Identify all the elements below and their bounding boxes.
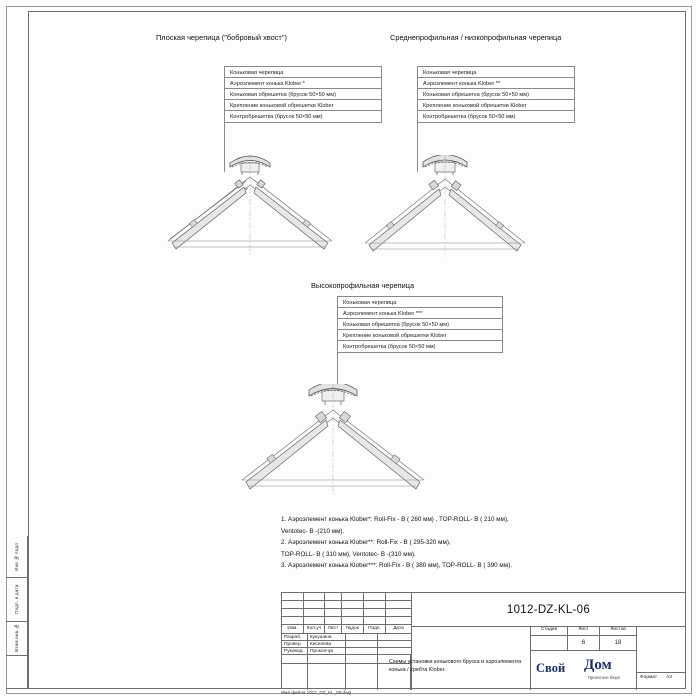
legend-row: Аэроэлемент конька Klober *** [338, 308, 502, 319]
logo-word-svoy: Свой [536, 661, 566, 675]
rev-header-data: Дата [386, 625, 411, 634]
note-line: 1. Аэроэлемент конька Klober*: Roll-Fix - B ( 260 мм) , TOP-ROLL- B ( 210 мм), [281, 516, 509, 523]
rev-grid-cell [386, 617, 411, 625]
rev-grid-cell [386, 593, 411, 601]
logo-tagline: Проектное бюро [588, 675, 621, 680]
rev-grid-cell [364, 617, 386, 625]
stage-header: Стадия [530, 626, 568, 636]
rev-header-podp: Подп. [364, 625, 386, 634]
sheets-header: Листов [600, 626, 636, 636]
sheet-header: Лист [568, 626, 600, 636]
rev-grid-cell [304, 617, 325, 625]
stage-value [530, 636, 568, 651]
role-name-rukovod: Прокопчук [308, 648, 346, 655]
role-sign-extra-1 [346, 655, 378, 664]
note-line: 2. Аэроэлемент конька Klober**: Roll-Fix - B ( 295-320 мм), [281, 539, 451, 546]
note-line: 3. Аэроэлемент конька Klober***: Roll-Fix - B ( 380 мм), TOP-ROLL- B ( 390 мм). [281, 562, 512, 569]
format-value: А3 [666, 675, 672, 680]
rev-header-list: Лист [325, 625, 342, 634]
margin-cell-vzam: Взам.инв.№ [6, 622, 28, 656]
format-label: Формат [640, 675, 658, 680]
rev-grid-cell [325, 601, 342, 609]
role-sign-razrab [346, 634, 378, 641]
document-code: 1012-DZ-KL-06 [506, 604, 591, 616]
rev-grid-cell [325, 617, 342, 625]
role-date-prover [378, 641, 411, 648]
rev-grid-cell [342, 609, 364, 617]
margin-cell-podp: Подп. и дата [6, 578, 28, 622]
title-high-profile: Высокопрофильная черепица [311, 281, 415, 290]
detail-flat-tile-ridge [150, 155, 350, 265]
rev-grid-cell [304, 593, 325, 601]
sheet-name: Схемы установки конькового бруска и аэроэлемента конька / хребта Klober. [389, 659, 522, 674]
rev-grid-cell [304, 601, 325, 609]
sheet-value: 6 [568, 636, 600, 651]
legend-row: Контробрешетка (брусок 50×50 мм) [343, 343, 436, 350]
rev-grid-cell [282, 593, 304, 601]
title-flat-tile: Плоская черепица ("бобровый хвост") [156, 33, 287, 42]
title-block [281, 592, 686, 689]
legend-row: Коньковая черепица [338, 297, 502, 308]
role-label-extra-2 [282, 664, 308, 690]
legend-row: Коньковая черепица [225, 67, 381, 78]
rev-grid-cell [342, 601, 364, 609]
company-logo [532, 651, 636, 690]
legend-row: Аэроэлемент конька Klober ** [418, 78, 574, 89]
rev-header-ndok: №док [342, 625, 364, 634]
rev-grid-cell [282, 609, 304, 617]
role-name-prover: Киселева [308, 641, 346, 648]
rev-grid-cell [342, 593, 364, 601]
rev-grid-cell [325, 593, 342, 601]
legend-row: Контробрешетка (брусок 50×50 мм) [230, 113, 323, 120]
rev-grid-cell [282, 601, 304, 609]
legend-row: Коньковая черепица [418, 67, 574, 78]
rev-grid-cell [386, 601, 411, 609]
sheets-value: 18 [600, 636, 636, 651]
note-line: Ventotec- B -(210 мм). [281, 527, 345, 535]
note-line: TOP-ROLL- B ( 310 мм), Ventotec- B -(310 мм). [281, 550, 416, 558]
legend-high-profile [337, 296, 503, 353]
legend-row: Контробрешетка (брусок 50×50 мм) [423, 113, 516, 120]
rev-grid-cell [386, 609, 411, 617]
role-label-rukovod: Руковод. [282, 648, 308, 655]
margin-cell-inv: Инв № подл [6, 536, 28, 578]
role-label-razrab: Разраб. [282, 634, 308, 641]
rev-grid-cell [342, 617, 364, 625]
role-name-extra-1 [308, 655, 346, 664]
rev-grid-cell [364, 601, 386, 609]
rev-grid-cell [304, 609, 325, 617]
rev-grid-cell [325, 609, 342, 617]
rev-grid-cell [364, 593, 386, 601]
role-label-extra-1 [282, 655, 308, 664]
legend-row: Крепление коньковой обрешетки Klober [418, 100, 574, 111]
role-sign-rukovod [346, 648, 378, 655]
legend-row: Аэроэлемент конька Klober * [225, 78, 381, 89]
rev-header-izm: Изм. [282, 625, 304, 634]
legend-row: Крепление коньковой обрешетки Klober [338, 330, 502, 341]
legend-mid-profile [417, 66, 575, 123]
left-margin-strip [6, 536, 28, 689]
role-name-razrab: Кукушина [308, 634, 346, 641]
rev-grid-cell [364, 609, 386, 617]
file-name-label: Имя файла 1012_DZ_KL_06.dwg [281, 690, 352, 695]
detail-mid-profile-ridge [345, 155, 545, 265]
role-label-prover: Провер. [282, 641, 308, 648]
logo-word-dom: Дом [584, 657, 612, 673]
rev-header-koluch: Кол.уч [304, 625, 325, 634]
rev-grid-cell [282, 617, 304, 625]
legend-row: Коньковая обрешетка (брусок 50×50 мм) [418, 89, 574, 100]
title-mid-profile: Среднепрофильная / низкопрофильная черепица [390, 33, 562, 42]
notes-block [281, 514, 611, 572]
role-date-rukovod [378, 648, 411, 655]
legend-row: Коньковая обрешетка (брусок 50×50 мм) [225, 89, 381, 100]
role-sign-prover [346, 641, 378, 648]
role-date-razrab [378, 634, 411, 641]
legend-row: Коньковая обрешетка (брусок 50×50 мм) [338, 319, 502, 330]
detail-high-profile-ridge [218, 384, 448, 504]
legend-row: Крепление коньковой обрешетки Klober [225, 100, 381, 111]
margin-cell-empty [6, 656, 28, 689]
role-sign-extra-2 [346, 664, 378, 690]
legend-flat-tile [224, 66, 382, 123]
role-name-extra-2 [308, 664, 346, 690]
